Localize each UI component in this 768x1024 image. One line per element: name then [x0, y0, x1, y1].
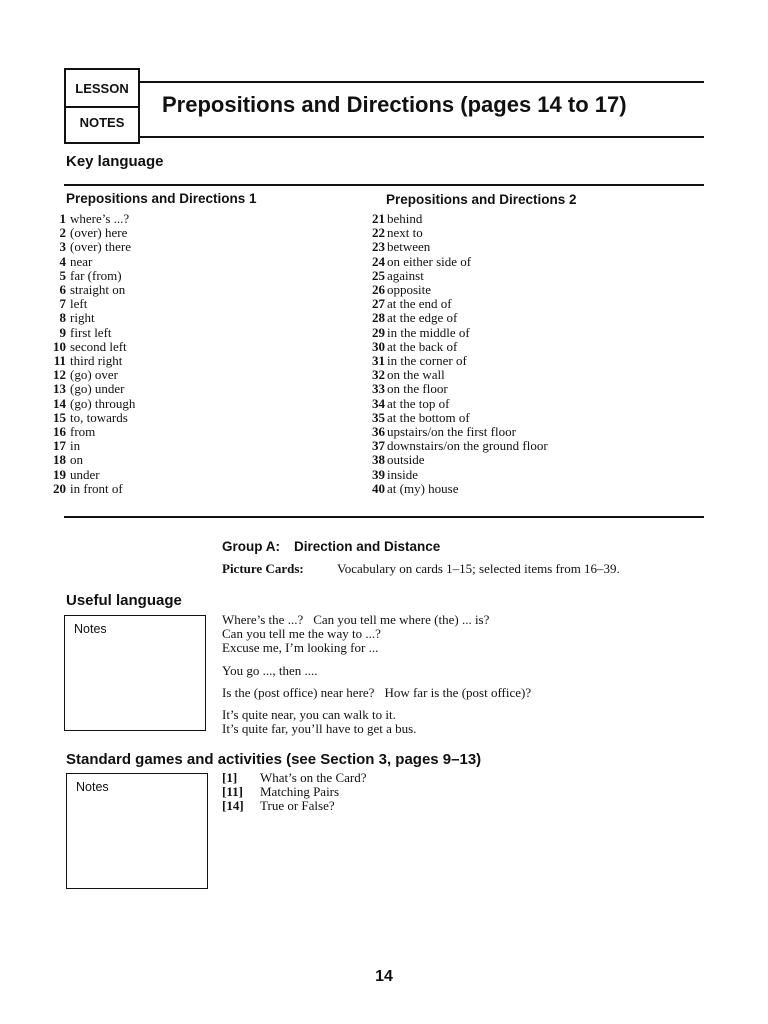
- useful-line-1a: Where’s the ...?: [222, 612, 304, 627]
- picture-cards-text: Vocabulary on cards 1–15; selected items from 16–39.: [337, 561, 620, 576]
- section-divider: [64, 516, 704, 518]
- item-number: 1: [59, 211, 66, 226]
- item-number: 19: [53, 466, 66, 482]
- item-text: in front of: [70, 480, 123, 496]
- page-number: 14: [375, 968, 393, 985]
- item-number: 14: [53, 395, 66, 411]
- item-text: on either side of: [387, 253, 472, 269]
- item-text: far (from): [70, 267, 122, 283]
- useful-language-text: [222, 613, 531, 744]
- item-text: upstairs/on the first floor: [387, 424, 516, 440]
- key-language-rule: [64, 184, 704, 186]
- list-item: [48, 439, 135, 453]
- item-text: next to: [387, 225, 423, 241]
- item-number: 17: [53, 438, 66, 454]
- item-number: 32: [372, 367, 385, 383]
- list-item: [48, 482, 135, 496]
- col1-heading: Prepositions and Directions 1: [66, 191, 257, 206]
- item-number: 38: [372, 452, 385, 468]
- list-item: [365, 311, 548, 325]
- item-number: 12: [53, 367, 66, 383]
- item-text: at the back of: [387, 338, 458, 354]
- useful-line-5b: How far is the (post office)?: [384, 684, 532, 700]
- list-item: [48, 382, 135, 396]
- list-item: [365, 326, 548, 340]
- picture-cards-line: [222, 561, 620, 577]
- item-number: 22: [372, 225, 385, 241]
- group-label: Group A:: [222, 539, 280, 554]
- item-text: third right: [70, 353, 123, 369]
- item-number: 33: [372, 381, 385, 397]
- list-item: [365, 368, 548, 382]
- lesson-notes-badge: [64, 68, 140, 144]
- item-number: 23: [372, 239, 385, 255]
- item-number: 2: [59, 225, 66, 241]
- item-number: 30: [372, 338, 385, 354]
- item-number: 26: [372, 282, 385, 298]
- item-text: against: [387, 267, 424, 283]
- item-number: 39: [372, 466, 385, 482]
- item-text: near: [70, 253, 93, 269]
- games-item: [14] True or False?: [222, 798, 335, 814]
- item-text: second left: [70, 338, 127, 354]
- item-text: on: [70, 452, 83, 468]
- list-item: [48, 283, 135, 297]
- item-text: between: [387, 239, 431, 255]
- list-item: [365, 482, 548, 496]
- item-number: 34: [372, 395, 385, 411]
- list-item: [365, 453, 548, 467]
- list-item: [365, 240, 548, 254]
- games-notes-box: [66, 773, 208, 889]
- item-number: 18: [53, 452, 66, 468]
- list-item: [48, 397, 135, 411]
- item-number: 29: [372, 324, 385, 340]
- item-text: in the middle of: [387, 324, 470, 340]
- item-number: 35: [372, 409, 385, 425]
- list-item: [365, 382, 548, 396]
- list-item: [365, 255, 548, 269]
- item-number: 9: [59, 324, 66, 340]
- games-item: [11] Matching Pairs: [222, 784, 340, 800]
- list-item: [365, 425, 548, 439]
- item-text: (go) through: [70, 395, 136, 411]
- useful-language-heading: Useful language: [66, 592, 182, 609]
- col2-heading: Prepositions and Directions 2: [386, 192, 577, 207]
- item-text: (over) here: [70, 225, 128, 241]
- item-text: opposite: [387, 282, 432, 298]
- list-item: [365, 468, 548, 482]
- badge-lesson-label: LESSON: [66, 70, 138, 108]
- item-number: 27: [372, 296, 385, 312]
- useful-line-4: You go ..., then ....: [222, 662, 318, 678]
- item-number: 21: [372, 211, 385, 226]
- item-number: 13: [53, 381, 66, 397]
- item-text: at the bottom of: [387, 409, 470, 425]
- list-item: [365, 269, 548, 283]
- list-item: [48, 240, 135, 254]
- item-text: at (my) house: [387, 480, 459, 496]
- item-number: 40: [372, 480, 385, 496]
- picture-cards-label: Picture Cards:: [222, 561, 304, 576]
- list-item: [365, 439, 548, 453]
- list-item: [365, 340, 548, 354]
- list-item: [48, 269, 135, 283]
- item-text: at the edge of: [387, 310, 458, 326]
- list-item: [365, 397, 548, 411]
- item-text: behind: [387, 211, 423, 226]
- item-number: 3: [59, 239, 66, 255]
- useful-line-1b: Can you tell me where (the) ... is?: [313, 612, 490, 627]
- list-item: [365, 354, 548, 368]
- list-item: [48, 468, 135, 482]
- item-text: at the end of: [387, 296, 452, 312]
- item-number: 4: [59, 253, 66, 269]
- item-text: (go) over: [70, 367, 119, 383]
- useful-line-5a: Is the (post office) near here?: [222, 684, 375, 700]
- header-top-rule: [140, 81, 704, 83]
- item-number: 5: [59, 267, 66, 283]
- list-item: [365, 226, 548, 240]
- list-item: [48, 453, 135, 467]
- item-text: right: [70, 310, 95, 326]
- useful-notes-label: Notes: [74, 622, 107, 636]
- list-item: [48, 255, 135, 269]
- item-text: straight on: [70, 282, 126, 298]
- item-text: (go) under: [70, 381, 125, 397]
- useful-line-2: Can you tell me the way to ...?: [222, 626, 381, 642]
- group-heading: [222, 539, 440, 554]
- item-number: 6: [59, 282, 66, 298]
- games-notes-label: Notes: [76, 780, 109, 794]
- useful-line-7: It’s quite far, you’ll have to get a bus.: [222, 721, 417, 737]
- item-number: 15: [53, 409, 66, 425]
- group-title: Direction and Distance: [294, 539, 441, 554]
- item-text: where’s ...?: [70, 211, 130, 226]
- list-item: [48, 425, 135, 439]
- item-text: from: [70, 424, 96, 440]
- games-list: [222, 771, 367, 814]
- item-text: first left: [70, 324, 112, 340]
- item-text: inside: [387, 466, 419, 482]
- list-item: [48, 212, 135, 226]
- item-text: on the wall: [387, 367, 445, 383]
- item-text: in: [70, 438, 81, 454]
- list-item: [365, 283, 548, 297]
- useful-line-6: It’s quite near, you can walk to it.: [222, 707, 396, 723]
- header-bottom-rule: [140, 136, 704, 138]
- badge-notes-label: NOTES: [79, 115, 125, 130]
- games-item: [1] What’s on the Card?: [222, 770, 367, 785]
- item-number: 31: [372, 353, 385, 369]
- list-item: [48, 340, 135, 354]
- item-number: 11: [53, 353, 66, 369]
- item-text: at the top of: [387, 395, 450, 411]
- item-number: 20: [53, 480, 66, 496]
- list-item: [48, 368, 135, 382]
- item-number: 36: [372, 424, 385, 440]
- prepositions-list-1: [48, 212, 135, 496]
- list-item: [48, 226, 135, 240]
- list-item: [48, 297, 135, 311]
- item-number: 8: [59, 310, 66, 326]
- item-number: 37: [372, 438, 385, 454]
- item-number: 7: [59, 296, 66, 312]
- item-number: 28: [372, 310, 385, 326]
- item-text: left: [70, 296, 88, 312]
- list-item: [48, 354, 135, 368]
- item-text: outside: [387, 452, 425, 468]
- list-item: [48, 411, 135, 425]
- list-item: [48, 311, 135, 325]
- item-text: in the corner of: [387, 353, 467, 369]
- list-item: [365, 411, 548, 425]
- list-item: [365, 212, 548, 226]
- item-number: 16: [53, 424, 66, 440]
- item-text: (over) there: [70, 239, 131, 255]
- item-text: to, towards: [70, 409, 128, 425]
- list-item: [365, 297, 548, 311]
- list-item: [48, 326, 135, 340]
- useful-line-3: Excuse me, I’m looking for ...: [222, 640, 379, 656]
- item-text: on the floor: [387, 381, 448, 397]
- item-number: 10: [53, 338, 66, 354]
- games-heading: Standard games and activities (see Section 3, pages 9–13): [66, 751, 482, 768]
- item-number: 24: [372, 253, 385, 269]
- item-text: downstairs/on the ground floor: [387, 438, 548, 454]
- item-number: 25: [372, 267, 385, 283]
- page-title: Prepositions and Directions (pages 14 to 17): [162, 92, 627, 117]
- item-text: under: [70, 466, 100, 482]
- useful-notes-box: [64, 615, 206, 731]
- key-language-heading: Key language: [66, 153, 164, 170]
- prepositions-list-2: [365, 212, 548, 496]
